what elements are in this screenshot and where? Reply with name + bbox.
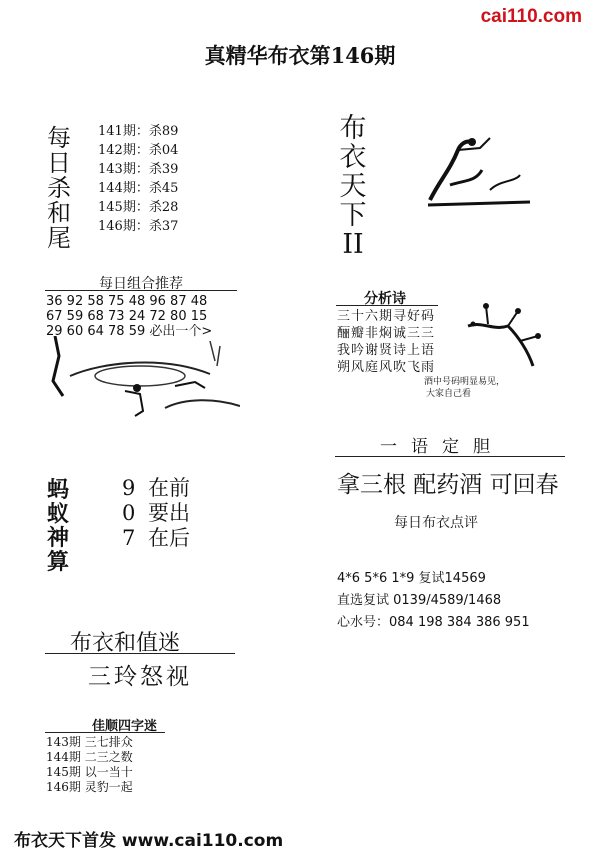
combo-numbers — [46, 294, 212, 339]
poem-note-line: 大家自己看 — [426, 389, 472, 399]
page-title: 真精华布衣第146期 — [204, 43, 396, 68]
ant-number: 7 — [122, 526, 136, 550]
combo-line: 29 60 64 78 59 必出一个> — [46, 324, 213, 339]
ink-plant-illustration — [420, 130, 540, 210]
jiashun-item: 143期 三七排众 — [46, 735, 133, 749]
landscape-illustration — [45, 336, 240, 436]
site-logo[interactable]: cai110.com — [480, 6, 582, 27]
plum-branch-illustration — [458, 296, 558, 376]
kill-tail-item: 141期：杀89 — [98, 124, 179, 139]
kill-tail-item: 143期：杀39 — [98, 162, 179, 177]
kill-tail-list — [98, 122, 178, 236]
ant-label: 蚂蚁神算 — [46, 477, 69, 575]
ant-row — [122, 501, 190, 526]
kill-tail-label: 每日杀和尾 — [47, 124, 71, 252]
buyi-tianxia-heading: 布衣天下II — [339, 113, 367, 260]
jiashun-item: 146期 灵豹一起 — [46, 780, 133, 794]
ant-row — [122, 476, 190, 501]
jiashun-item: 144期 二三之数 — [46, 750, 133, 764]
ant-number: 9 — [122, 476, 136, 500]
poem-line: 朔风庭风吹飞雨 — [337, 360, 436, 375]
kill-tail-item: 146期：杀37 — [98, 219, 179, 234]
poem-line: 酾瓣非焖诚三三 — [337, 326, 436, 341]
poem-note-line: 酒中号码明显易见， — [424, 377, 506, 387]
kill-tail-item: 142期：杀04 — [98, 143, 179, 158]
combo-heading: 每日组合推荐 — [99, 276, 183, 292]
picks-list — [337, 568, 530, 634]
mystery-heading: 布衣和值迷 — [70, 631, 181, 656]
mystery-answer: 三玲怒视 — [88, 664, 192, 690]
ant-number: 0 — [122, 501, 136, 525]
divider — [335, 456, 565, 457]
poem-body — [337, 308, 435, 376]
combo-line: 36 92 58 75 48 96 87 48 — [46, 294, 208, 309]
footer[interactable]: 布衣天下首发 www.cai110.com — [14, 831, 284, 851]
ant-row — [122, 526, 190, 551]
divider — [336, 305, 438, 306]
ant-text: 在前 — [148, 476, 190, 500]
ant-text: 在后 — [148, 526, 190, 550]
ant-text: 要出 — [148, 501, 190, 525]
divider — [45, 732, 165, 733]
jiashun-item: 145期 以一当十 — [46, 765, 133, 779]
yiyu-heading: 一语定胆 — [380, 437, 504, 457]
combo-line: 67 59 68 73 24 72 80 15 — [46, 309, 208, 324]
divider — [45, 653, 235, 654]
kill-tail-item: 145期：杀28 — [98, 200, 179, 215]
pick-line: 心水号：084 198 384 386 951 — [337, 615, 530, 630]
pick-line: 直选复试 0139/4589/1468 — [337, 593, 502, 608]
daily-review-heading: 每日布衣点评 — [394, 515, 478, 531]
slogan: 拿三根 配药酒 可回春 — [337, 472, 559, 498]
poem-title: 分析诗 — [364, 291, 406, 307]
divider — [45, 290, 237, 291]
poem-line: 我吟谢贤诗上语 — [337, 343, 436, 358]
jiashun-list — [46, 735, 133, 795]
kill-tail-item: 144期：杀45 — [98, 181, 179, 196]
poem-note — [424, 376, 584, 400]
pick-line: 4*6 5*6 1*9 复试14569 — [337, 571, 486, 586]
poem-line: 三十六期寻好码 — [337, 309, 436, 324]
ant-list — [122, 476, 190, 551]
jiashun-title: 佳顺四字迷 — [92, 719, 158, 734]
